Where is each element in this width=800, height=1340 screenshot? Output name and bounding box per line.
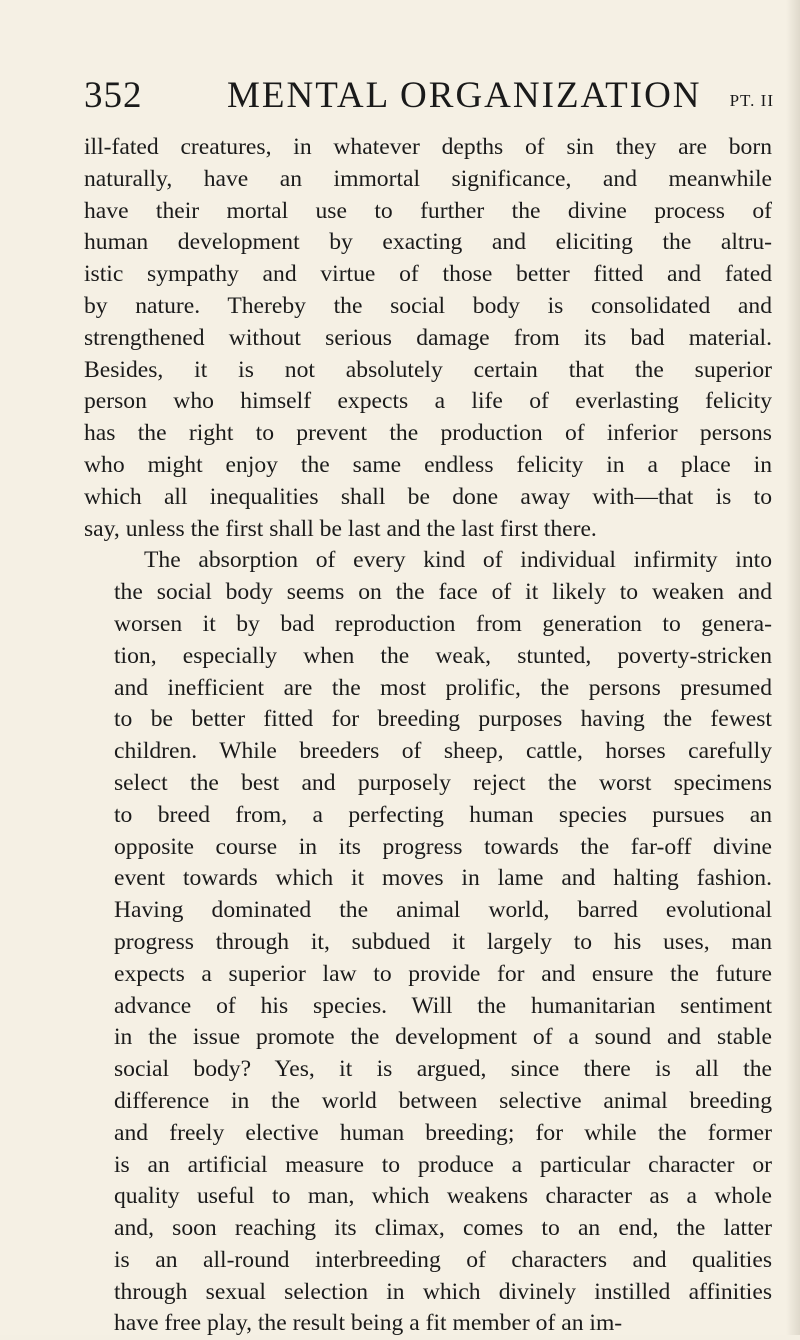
text-line: Having dominated the animal world, barred evolutional [114, 897, 772, 924]
text-line: advance of his species. Will the humanitarian sentiment [114, 992, 772, 1019]
text-line: ill-fated creatures, in whatever depths of sin they are born [84, 134, 772, 160]
text-line: has the right to prevent the production of inferior persons [84, 420, 772, 447]
text-line: quality useful to man, which weakens character as a whole [114, 1183, 772, 1210]
text-line: Besides, it is not absolutely certain that the superior [84, 356, 772, 383]
text-line: is an artificial measure to produce a particular character or [114, 1151, 772, 1178]
text-line: istic sympathy and virtue of those better fitted and fated [84, 261, 772, 288]
text-line: The absorption of every kind of individual infirmity into [144, 547, 772, 574]
page-edge-shadow [786, 0, 800, 1335]
text-line: and inefficient are the most prolific, the persons presumed [114, 674, 772, 701]
text-line: opposite course in its progress towards the far-off divine [114, 833, 772, 860]
text-line: is an all-round interbreeding of characters and qualities [114, 1246, 772, 1273]
text-line: human development by exacting and eliciting the altru- [84, 229, 772, 256]
text-line: progress through it, subdued it largely to his uses, man [114, 928, 772, 955]
text-line: event towards which it moves in lame and halting fashion. [114, 865, 772, 892]
text-line: children. While breeders of sheep, cattle, horses carefully [114, 738, 772, 765]
body-text [84, 132, 772, 1340]
text-line: strengthened without serious damage from its bad material. [84, 324, 772, 351]
text-line: by nature. Thereby the social body is consolidated and [84, 292, 772, 319]
text-line: and freely elective human breeding; for while the former [114, 1119, 772, 1146]
text-line: to be better fitted for breeding purposes having the fewest [114, 706, 772, 733]
paragraph [84, 132, 772, 545]
text-line: select the best and purposely reject the worst specimens [114, 769, 772, 796]
text-line: to breed from, a perfecting human species pursues an [114, 801, 772, 828]
text-line: the social body seems on the face of it likely to weaken and [114, 579, 772, 606]
text-line: difference in the world between selective animal breeding [114, 1087, 772, 1114]
text-line: and, soon reaching its climax, comes to an end, the latter [114, 1215, 772, 1242]
part-label: PT. II [729, 91, 774, 110]
text-line: naturally, have an immortal significance, and meanwhile [84, 165, 772, 192]
text-line: through sexual selection in which divinely instilled affinities [114, 1278, 772, 1305]
text-line: which all inequalities shall be done away with—that is to [84, 483, 772, 510]
text-line: worsen it by bad reproduction from generation to genera- [114, 610, 772, 637]
paragraph [84, 545, 772, 1340]
text-line: have free play, the result being a fit member of an im- [114, 1310, 623, 1337]
text-line: who might enjoy the same endless felicity in a place in [84, 451, 772, 478]
text-line: social body? Yes, it is argued, since there is all the [114, 1056, 772, 1083]
running-head: MENTAL ORGANIZATION [227, 75, 702, 116]
text-line: in the issue promote the development of a sound and stable [114, 1024, 772, 1051]
text-line: expects a superior law to provide for and ensure the future [114, 960, 772, 987]
text-line: tion, especially when the weak, stunted, poverty-stricken [114, 642, 772, 669]
text-line: say, unless the first shall be last and the last first there. [84, 515, 597, 542]
text-line: person who himself expects a life of everlasting felicity [84, 388, 772, 415]
page-number: 352 [84, 75, 143, 116]
text-line: have their mortal use to further the divine process of [84, 197, 772, 224]
page-header [84, 68, 774, 116]
